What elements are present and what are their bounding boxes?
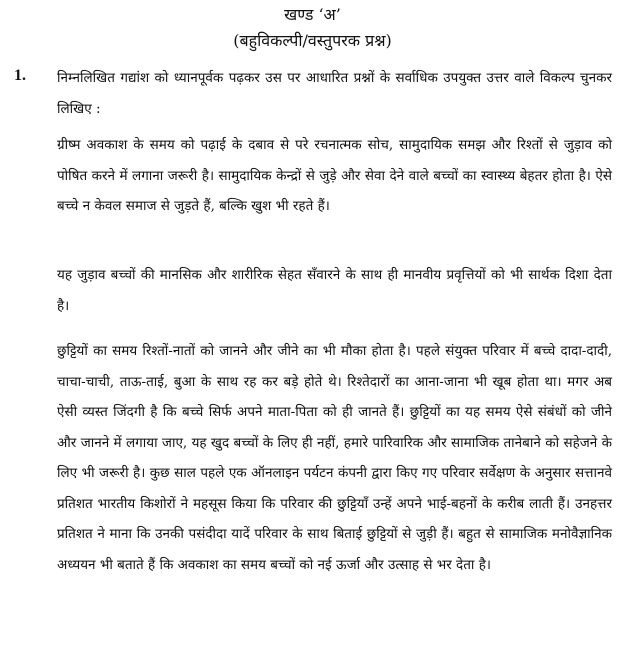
passage-paragraph-3: छुट्टियों का समय रिश्तों-नातों को जानने और जीने का भी मौका होता है। पहले संयुक्त परिवार में बच्चे दादा-दादी, चाचा-चाची, ताऊ-ताई, बुआ के साथ रह कर बड़े होते थे। रिश्तेदारों का आना-जाना भी खूब होता था। मगर अब ऐसी व्यस्त जिंदगी है कि बच्चे सिर्फ अपने माता-पिता को ही जानते हैं। छुट्टियों का यह समय ऐसे संबंधों को जीने और जानने में लगाया जाए, यह खुद बच्चों के लिए ही नहीं, हमारे पारिवारिक और सामाजिक तानेबाने को सहेजने के लिए भी जरूरी है। कुछ साल पहले एक ऑनलाइन पर्यटन कंपनी द्वारा किए गए परिवार सर्वेक्षण के अनुसार सत्तानवे प्रतिशत भारतीय किशोरों ने महसूस किया कि परिवार की छुट्टियाँ उन्हें अपने भाई-बहनों के करीब लाती हैं। उनहत्तर प्रतिशत ने माना कि उनकी पसंदीदा यादें परिवार के साथ बिताई छुट्टियों से जुड़ी हैं। बहुत से सामाजिक मनोवैज्ञानिक अध्ययन भी बताते हैं कि अवकाश का समय बच्चों को नई ऊर्जा और उत्साह से भर देता है।	[57, 343, 612, 573]
section-title: खण्ड ‘अ’	[284, 5, 341, 24]
section-subtitle: (बहुविकल्पी/वस्तुपरक प्रश्न)	[233, 31, 392, 50]
question-number: 1.	[14, 67, 26, 84]
question-instruction: निम्नलिखित गद्यांश को ध्यानपूर्वक पढ़कर उस पर आधारित प्रश्नों के सर्वाधिक उपयुक्त उत्तर वाले विकल्प चुनकर लिखिए :	[57, 70, 612, 117]
passage-paragraph-1: ग्रीष्म अवकाश के समय को पढ़ाई के दबाव से परे रचनात्मक सोच, सामुदायिक समझ और रिश्तों से जुड़ाव को पोषित करने में लगाना जरूरी है। सामुदायिक केन्द्रों से जुड़े और सेवा देने वाले बच्चों का स्वास्थ्य बेहतर होता है। ऐसे बच्चे न केवल समाज से जुड़ते हैं, बल्कि खुश भी रहते हैं।	[57, 137, 612, 214]
passage-paragraph-2: यह जुड़ाव बच्चों की मानसिक और शारीरिक सेहत सँवारने के साथ ही मानवीय प्रवृत्तियों को भी सार्थक दिशा देता है।	[57, 267, 612, 314]
